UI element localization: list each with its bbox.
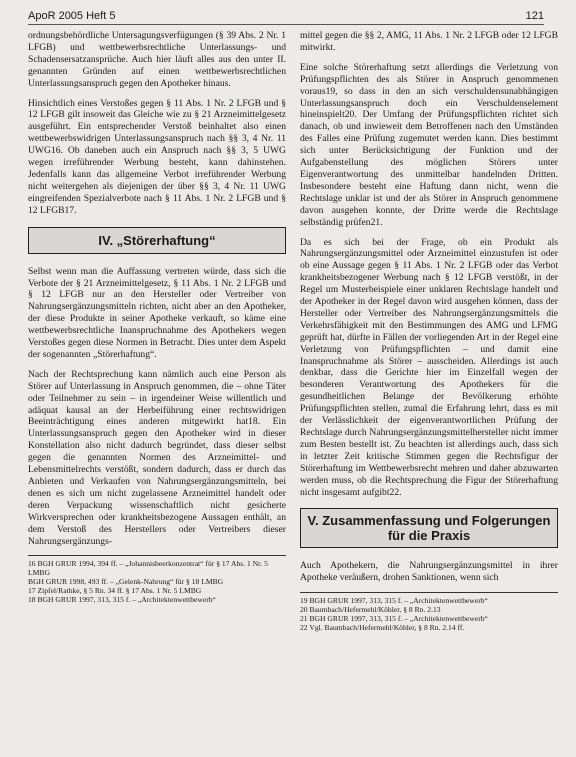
paragraph: mittel gegen die §§ 2, AMG, 11 Abs. 1 Nr. 2 LFGB oder 12 LFGB mitwirkt. (300, 30, 558, 53)
footnote: 21 BGH GRUR 1997, 313, 315 f. – „Architektenwettbewerb“ (300, 614, 488, 624)
page-number: 121 (525, 10, 544, 22)
left-column (28, 30, 286, 604)
paragraph: Da es sich bei der Frage, ob ein Produkt als Nahrungsergänzungsmittel oder Arzneimittel einzustufen ist oder ob eine Aussage gegen § 11 Abs. 1 Nr. 2 LFGB oder das Verbot krankheitsbezogener Werbung nach § 12 LFGB verstößt, in der Regel um Musterbeispiele einer unklaren Rechtslage handelt und der Apotheker in der Regel davon wird ausgehen können, dass der Hersteller oder Vertreiber des Nahrungsergänzungsmittels die Verkehrsfähigkeit mit den Bestimmungen des AMG und LFMG geprüft hat, dürfte in Fällen der vorliegenden Art in der Regel eine Verletzung von Prüfungspflichten – und damit eine Inanspruchnahme als Störer – ausscheiden. Allerdings ist auch denkbar, dass die Gerichte hier im Einzelfall wegen der besonderen Verantwortung des Apothekers für die gesundheitlichen Belange der Bevölkerung erhöhte Prüfungspflichten stellen, zumal die Erfahrung lehrt, dass es mit der Verlässlichkeit der eigenverantwortlichen Prüfung der Rechtslage durch Nahrungsergänzungsmittelhersteller nicht immer zum Besten bestellt ist. Zu beachten ist allerdings auch, dass sich in letzter Zeit kritische Stimmen gegen die Rechtsfigur der Störerhaftung im Wettbewerbsrecht mehren und daher abzuwarten werden muss, ob die Rechtsprechung die Figur der Störerhaftung nicht insgesamt aufgibt22. (300, 236, 558, 498)
paragraph: Nach der Rechtsprechung kann nämlich auch eine Person als Störer auf Unterlassung in Anspruch genommen, die – ohne Täter oder Teilnehmer zu sein – in irgendeiner Weise willentlich und adäquat kausal an der Herbeiführung einer rechtswidrigen Beeinträchtigung eines anderen mitgewirkt hat18. Ein Unterlassungsanspruch gegen den Apotheker wird in dieser Konstellation also nicht dadurch begründet, dass dieser selbst gegen die genannten Normen des Arzneimittel- und Lebensmittelrechts verstößt, sondern dadurch, dass er durch das Anbieten und Verkaufen von Nahrungsergänzungsmitteln, bei denen es sich um nicht zugelassene Arzneimittel handelt oder deren Verpackung wissenschaftlich nicht gesicherte Wirkversprechen oder krankheitsbezogene Aussagen enthält, an dem Verstoß des Herstellers oder Vertreibers dieser Nahrungsergänzungs- (28, 368, 286, 547)
paragraph: Eine solche Störerhaftung setzt allerdings die Verletzung von Prüfungspflichten des als Störer in Anspruch genommenen voraus19, so dass in den an sich verschuldensunabhängigen Unterlassungsanspruch doch ein Verschuldenselement hineinspielt20. Der Umfang der Prüfungspflichten richtet sich danach, ob und inwieweit dem Betroffenen nach den Umständen des Falles eine Prüfung zugemutet werden kann. Dies bestimmt sich unter Berücksichtigung der Funktion und der Aufgabenstellung des möglichen Störers unter Eigenverantwortung des unmittelbar handelnden Dritten. Insbesondere besteht eine Haftung dann nicht, wenn die Rechtslage unklar ist und der als Störer in Anspruch genommene davon ausgehen konnte, der Dritte werde die Rechtslage selbständig prüfen21. (300, 61, 558, 228)
paragraph: Hinsichtlich eines Verstoßes gegen § 11 Abs. 1 Nr. 2 LFGB und § 12 LFGB gilt insoweit das Gleiche wie zu § 21 Arzneimittelgesetz ausgeführt. Ein entsprechender Verstoß beinhaltet also einen wettbewerbswidrigen Unterlassungsanspruch nach §§ 3, 4 Nr. 11 UWG16. Ob daneben auch ein Anspruch nach §§ 3, 5 UWG wegen irreführender Werbung besteht, kann dahinstehen. Jedenfalls kann das allgemeine Verbot irreführender Werbung nicht weitergehen als diejenigen der über §§ 3, 4 Nr. 11 UWG eingreifenden Spezialverbote nach § 11 Abs. 1 Nr. 2 LFGB und § 12 LFGB17. (28, 97, 286, 216)
footnote: 17 Zipfel/Rathke, § 5 Rn. 34 ff. § 17 Abs. 1 Nr. 5 LMBG (28, 586, 202, 596)
paragraph: Selbst wenn man die Auffassung vertreten würde, dass sich die Verbote der § 21 Arzneimittelgesetz, § 11 Abs. 1 Nr. 2 LFGB und § 12 LFGB nur an den Hersteller oder Vertreiber von Nahrungsergänzungsmitteln richten, nicht aber an den Apotheker, der diese Produkte in seiner Apotheke verkauft, so käme eine wettbewerbsrechtliche Inanspruchnahme des Apothekers wegen Verstoßes gegen diese Normen in Betracht. Dies unter dem Aspekt der sogenannten „Störerhaftung“. (28, 265, 286, 360)
section-heading: IV. „Störerhaftung“ (28, 227, 286, 254)
journal-issue: ApoR 2005 Heft 5 (28, 10, 116, 22)
right-column (300, 30, 558, 632)
footnote: BGH GRUR 1998, 493 ff. – „Gelenk-Nahrung“ für § 18 LMBG (28, 577, 224, 587)
footnotes (28, 555, 286, 604)
footnote: 19 BGH GRUR 1997, 313, 315 f. – „Architektenwettbewerb“ (300, 596, 488, 606)
footnote: 18 BGH GRUR 1997, 313, 315 f. – „Architektenwettbewerb“ (28, 595, 216, 605)
paragraph: ordnungsbehördliche Untersagungsverfügungen (§ 39 Abs. 2 Nr. 1 LFGB) und wettbewerbsrechtliche Unterlassungs- und Schadensersatzansprüche. Auch hier läuft alles aus den unter II. genannten Gründen auf einen wettbewerbsrechtlichen Unterlassungsanspruch gegen den Apotheker hinaus. (28, 30, 286, 89)
running-header (28, 10, 544, 25)
footnote: 20 Baumbach/Hefermehl/Köhler, § 8 Rn. 2.13 (300, 605, 441, 615)
footnotes (300, 592, 558, 632)
paragraph: Auch Apothekern, die Nahrungsergänzungsmittel in ihrer Apotheke veräußern, drohen Sanktionen, wenn sich (300, 560, 558, 584)
footnote: 22 Vgl. Baumbach/Hefermehl/Köhler, § 8 Rn. 2.14 ff. (300, 623, 465, 633)
footnote: 16 BGH GRUR 1994, 394 ff. – „Johannisbeerkonzentrat“ für § 17 Abs. 1 Nr. 5 LMBG (28, 559, 268, 578)
section-heading: V. Zusammenfassung und Folgerungen für die Praxis (300, 508, 558, 548)
